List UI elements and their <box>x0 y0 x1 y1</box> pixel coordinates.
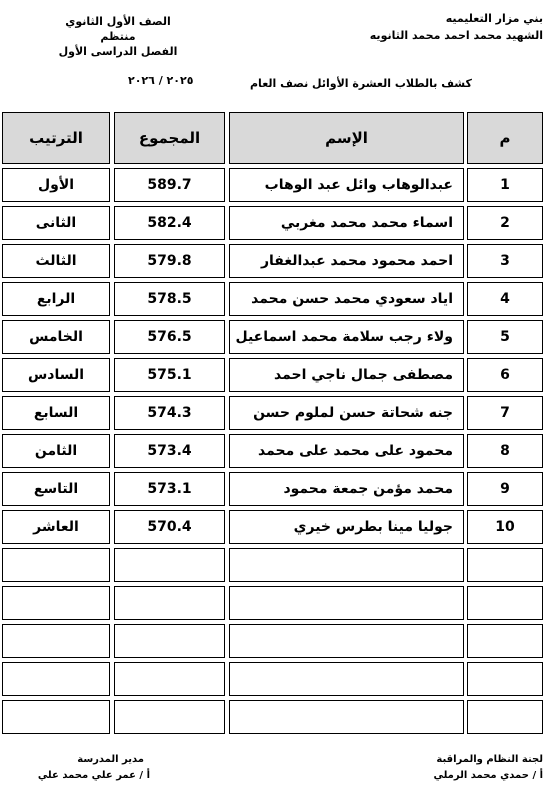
empty-cell-name <box>229 548 464 582</box>
empty-cell-total <box>114 548 225 582</box>
principal-signature <box>37 752 150 784</box>
committee-name: أ / حمدي محمد الرملي <box>433 770 543 781</box>
empty-table-row <box>0 698 547 736</box>
principal-name: أ / عمر علي محمد علي <box>37 770 150 781</box>
committee-title: لجنة النظام والمراقبة <box>436 754 543 765</box>
empty-cell-number <box>467 548 543 582</box>
empty-table-row <box>0 622 547 660</box>
cell-number: 10 <box>467 510 543 544</box>
principal-title: مدير المدرسة <box>77 754 144 765</box>
cell-rank: العاشر <box>2 510 110 544</box>
system-label: منتظم <box>100 30 136 43</box>
cell-total: 576.5 <box>114 320 225 354</box>
empty-cell-number <box>467 624 543 658</box>
table-body <box>0 166 547 736</box>
empty-cell-name <box>229 586 464 620</box>
empty-cell-number <box>467 662 543 696</box>
cell-name: ولاء رجب سلامة محمد اسماعيل <box>229 320 464 354</box>
cell-total: 573.1 <box>114 472 225 506</box>
cell-rank: الثالث <box>2 244 110 278</box>
cell-total: 578.5 <box>114 282 225 316</box>
cell-name: اسماء محمد محمد مغربي <box>229 206 464 240</box>
cell-number: 5 <box>467 320 543 354</box>
cell-total: 570.4 <box>114 510 225 544</box>
cell-name: مصطفى جمال ناجي احمد <box>229 358 464 392</box>
empty-cell-rank <box>2 548 110 582</box>
table-row <box>0 470 547 508</box>
cell-total: 579.8 <box>114 244 225 278</box>
table-row <box>0 204 547 242</box>
empty-table-row <box>0 546 547 584</box>
table-row <box>0 166 547 204</box>
cell-number: 4 <box>467 282 543 316</box>
empty-table-row <box>0 660 547 698</box>
directorate-label: بني مزار التعليميه <box>445 12 543 25</box>
empty-cell-rank <box>2 662 110 696</box>
column-header-number: م <box>467 112 543 164</box>
empty-cell-number <box>467 586 543 620</box>
cell-name: محمد مؤمن جمعة محمود <box>229 472 464 506</box>
grade-info <box>58 14 178 59</box>
empty-table-row <box>0 584 547 622</box>
table-row <box>0 280 547 318</box>
cell-number: 3 <box>467 244 543 278</box>
column-header-rank: الترتيب <box>2 112 110 164</box>
top-students-table <box>0 112 547 736</box>
cell-rank: الثانى <box>2 206 110 240</box>
grade-label: الصف الأول الثانوي <box>65 15 171 28</box>
empty-cell-total <box>114 662 225 696</box>
empty-cell-total <box>114 700 225 734</box>
cell-name: اياد سعودي محمد حسن محمد <box>229 282 464 316</box>
cell-rank: السابع <box>2 396 110 430</box>
cell-number: 2 <box>467 206 543 240</box>
cell-total: 573.4 <box>114 434 225 468</box>
school-name-label: الشهيد محمد احمد محمد الثانويه <box>369 29 543 42</box>
cell-name: جنه شحاتة حسن لملوم حسن <box>229 396 464 430</box>
cell-number: 7 <box>467 396 543 430</box>
empty-cell-number <box>467 700 543 734</box>
cell-rank: الثامن <box>2 434 110 468</box>
cell-name: جوليا مينا بطرس خيري <box>229 510 464 544</box>
empty-cell-rank <box>2 700 110 734</box>
academic-year-label: ٢٠٢٥ / ٢٠٢٦ <box>128 74 194 87</box>
empty-cell-rank <box>2 624 110 658</box>
cell-name: عبدالوهاب وائل عبد الوهاب <box>229 168 464 202</box>
cell-name: احمد محمود محمد عبدالغفار <box>229 244 464 278</box>
empty-cell-name <box>229 624 464 658</box>
cell-number: 1 <box>467 168 543 202</box>
table-header-row <box>0 112 547 166</box>
cell-total: 582.4 <box>114 206 225 240</box>
empty-cell-total <box>114 586 225 620</box>
cell-total: 589.7 <box>114 168 225 202</box>
cell-rank: التاسع <box>2 472 110 506</box>
table-row <box>0 508 547 546</box>
school-info <box>370 12 543 43</box>
cell-rank: الخامس <box>2 320 110 354</box>
table-row <box>0 242 547 280</box>
committee-signature <box>433 752 543 784</box>
table-row <box>0 394 547 432</box>
page-title: كشف بالطلاب العشرة الأوائل نصف العام <box>250 77 472 90</box>
column-header-total: المجموع <box>114 112 225 164</box>
empty-cell-name <box>229 700 464 734</box>
cell-number: 9 <box>467 472 543 506</box>
cell-rank: الأول <box>2 168 110 202</box>
cell-total: 574.3 <box>114 396 225 430</box>
cell-name: محمود على محمد على محمد <box>229 434 464 468</box>
cell-number: 8 <box>467 434 543 468</box>
cell-total: 575.1 <box>114 358 225 392</box>
table-row <box>0 318 547 356</box>
empty-cell-rank <box>2 586 110 620</box>
cell-rank: السادس <box>2 358 110 392</box>
empty-cell-name <box>229 662 464 696</box>
column-header-name: الإسم <box>229 112 464 164</box>
cell-rank: الرابع <box>2 282 110 316</box>
empty-cell-total <box>114 624 225 658</box>
cell-number: 6 <box>467 358 543 392</box>
term-label: الفصل الدراسى الأول <box>58 45 178 58</box>
table-row <box>0 432 547 470</box>
table-row <box>0 356 547 394</box>
